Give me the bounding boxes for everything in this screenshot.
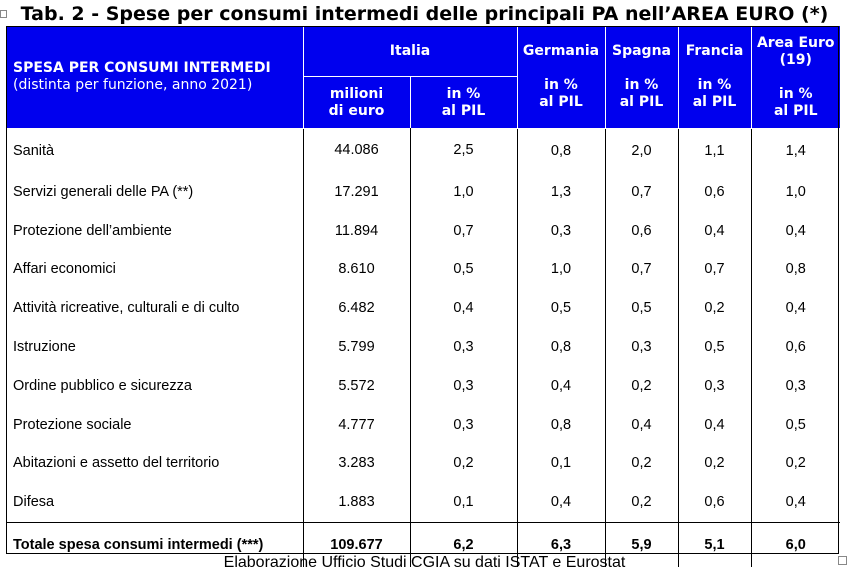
spagna-cell: 0,2: [605, 483, 678, 522]
germania-cell: 1,0: [517, 250, 605, 289]
francia-unit-1: in %: [697, 77, 732, 93]
germania-unit-1: in %: [544, 77, 578, 93]
italia-pct-cell: 0,5: [410, 250, 517, 289]
italia-mln-cell: 11.894: [303, 211, 410, 250]
total-francia: 5,1: [678, 522, 751, 567]
col-header-francia: [678, 26, 751, 128]
francia-cell: 0,4: [678, 405, 751, 444]
area-euro-unit-1: in %: [778, 86, 813, 102]
table-row: [6, 366, 840, 405]
italia-mln-cell: 5.572: [303, 366, 410, 405]
area-euro-cell: 1,4: [751, 128, 840, 173]
row-label: Sanità: [13, 142, 55, 159]
italia-mln-cell: 3.283: [303, 444, 410, 483]
italia-unit-pct: [410, 77, 517, 129]
francia-cell: 0,4: [678, 211, 751, 250]
germania-cell: 0,8: [517, 328, 605, 367]
total-italia-mln: 109.677: [303, 522, 410, 567]
italia-pct-cell: 0,1: [410, 483, 517, 522]
germania-label: Germania: [522, 43, 600, 59]
italia-pct-cell: 0,3: [410, 405, 517, 444]
row-label-header: [6, 26, 303, 128]
row-label: Protezione sociale: [13, 416, 132, 433]
francia-cell: 0,3: [678, 366, 751, 405]
francia-cell: 0,5: [678, 328, 751, 367]
italia-unit-mln-1: milioni: [329, 85, 384, 102]
italia-pct-cell: 0,3: [410, 366, 517, 405]
italia-unit-pct-1: in %: [446, 85, 481, 102]
spagna-cell: 0,4: [605, 405, 678, 444]
francia-cell: 1,1: [678, 128, 751, 173]
spagna-cell: 2,0: [605, 128, 678, 173]
row-label: Istruzione: [13, 339, 76, 356]
italia-unit-mln: [303, 77, 410, 129]
spagna-cell: 0,7: [605, 250, 678, 289]
francia-unit-2: al PIL: [692, 94, 737, 110]
total-spagna: 5,9: [605, 522, 678, 567]
col-header-italia: Italia: [303, 26, 517, 77]
area-euro-cell: 0,6: [751, 328, 840, 367]
germania-cell: 0,4: [517, 483, 605, 522]
table-row: [6, 483, 840, 522]
italia-mln-cell: 17.291: [303, 173, 410, 212]
table-row: [6, 128, 840, 173]
table-title: Tab. 2 - Spese per consumi intermedi delle principali PA nell’AREA EURO (*): [20, 3, 829, 25]
row-label: Servizi generali delle PA (**): [13, 183, 194, 200]
table-row: [6, 173, 840, 212]
header-row: [6, 26, 840, 77]
italia-mln-cell: 4.777: [303, 405, 410, 444]
col-header-spagna: [605, 26, 678, 128]
spagna-unit-2: al PIL: [619, 94, 664, 110]
total-italia-pct: 6,2: [410, 522, 517, 567]
italia-unit-mln-2: di euro: [328, 102, 385, 119]
total-label: Totale spesa consumi intermedi (***): [6, 522, 303, 567]
italia-mln-cell: 6.482: [303, 289, 410, 328]
table-row: [6, 250, 840, 289]
germania-cell: 0,5: [517, 289, 605, 328]
italia-pct-cell: 1,0: [410, 173, 517, 212]
germania-cell: 0,1: [517, 444, 605, 483]
area-euro-cell: 0,4: [751, 211, 840, 250]
area-euro-cell: 0,2: [751, 444, 840, 483]
italia-mln-cell: 1.883: [303, 483, 410, 522]
italia-mln-cell: 44.086: [303, 128, 410, 173]
spagna-cell: 0,2: [605, 366, 678, 405]
italia-mln-cell: 5.799: [303, 328, 410, 367]
source-note: Elaborazione Ufficio Studi CGIA su dati ISTAT e Eurostat: [223, 554, 626, 571]
row-label: Protezione dell’ambiente: [13, 222, 172, 239]
area-euro-cell: 1,0: [751, 173, 840, 212]
table-row: [6, 328, 840, 367]
table-body: [6, 128, 840, 567]
germania-unit-2: al PIL: [539, 94, 583, 110]
spagna-cell: 0,7: [605, 173, 678, 212]
object-anchor-icon: [838, 556, 847, 565]
data-table: [6, 26, 840, 567]
total-germania: 6,3: [517, 522, 605, 567]
row-label: Attività ricreative, culturali e di culto: [13, 300, 240, 317]
row-label: Ordine pubblico e sicurezza: [13, 377, 192, 394]
row-label-main: SPESA PER CONSUMI INTERMEDI: [13, 59, 271, 76]
germania-cell: 1,3: [517, 173, 605, 212]
table-row: [6, 444, 840, 483]
francia-cell: 0,2: [678, 444, 751, 483]
spagna-unit-1: in %: [624, 77, 659, 93]
area-euro-cell: 0,5: [751, 405, 840, 444]
italia-pct-cell: 0,3: [410, 328, 517, 367]
italia-pct-cell: 0,2: [410, 444, 517, 483]
area-euro-label-2: (19): [779, 52, 812, 68]
spagna-cell: 0,3: [605, 328, 678, 367]
area-euro-cell: 0,4: [751, 483, 840, 522]
italia-pct-cell: 2,5: [410, 128, 517, 173]
italia-pct-cell: 0,7: [410, 211, 517, 250]
row-label: Affari economici: [13, 261, 116, 278]
italia-unit-pct-2: al PIL: [441, 102, 486, 119]
col-header-area-euro: [751, 26, 840, 128]
italia-mln-cell: 8.610: [303, 250, 410, 289]
row-label-sub: (distinta per funzione, anno 2021): [13, 76, 253, 93]
germania-cell: 0,8: [517, 405, 605, 444]
francia-cell: 0,7: [678, 250, 751, 289]
germania-cell: 0,8: [517, 128, 605, 173]
area-euro-cell: 0,3: [751, 366, 840, 405]
table-row: [6, 211, 840, 250]
francia-cell: 0,6: [678, 483, 751, 522]
area-euro-unit-2: al PIL: [773, 103, 818, 119]
spagna-cell: 0,2: [605, 444, 678, 483]
germania-cell: 0,3: [517, 211, 605, 250]
spagna-cell: 0,5: [605, 289, 678, 328]
total-area-euro: 6,0: [751, 522, 840, 567]
area-euro-cell: 0,4: [751, 289, 840, 328]
spagna-cell: 0,6: [605, 211, 678, 250]
francia-label: Francia: [685, 43, 744, 59]
italia-pct-cell: 0,4: [410, 289, 517, 328]
row-label: Difesa: [13, 494, 55, 511]
francia-cell: 0,6: [678, 173, 751, 212]
francia-cell: 0,2: [678, 289, 751, 328]
germania-cell: 0,4: [517, 366, 605, 405]
row-label: Abitazioni e assetto del territorio: [13, 455, 220, 472]
table-row: [6, 289, 840, 328]
area-euro-cell: 0,8: [751, 250, 840, 289]
area-euro-label-1: Area Euro: [756, 35, 835, 51]
table-row: [6, 405, 840, 444]
spagna-label: Spagna: [612, 43, 671, 59]
col-header-germania: [517, 26, 605, 128]
